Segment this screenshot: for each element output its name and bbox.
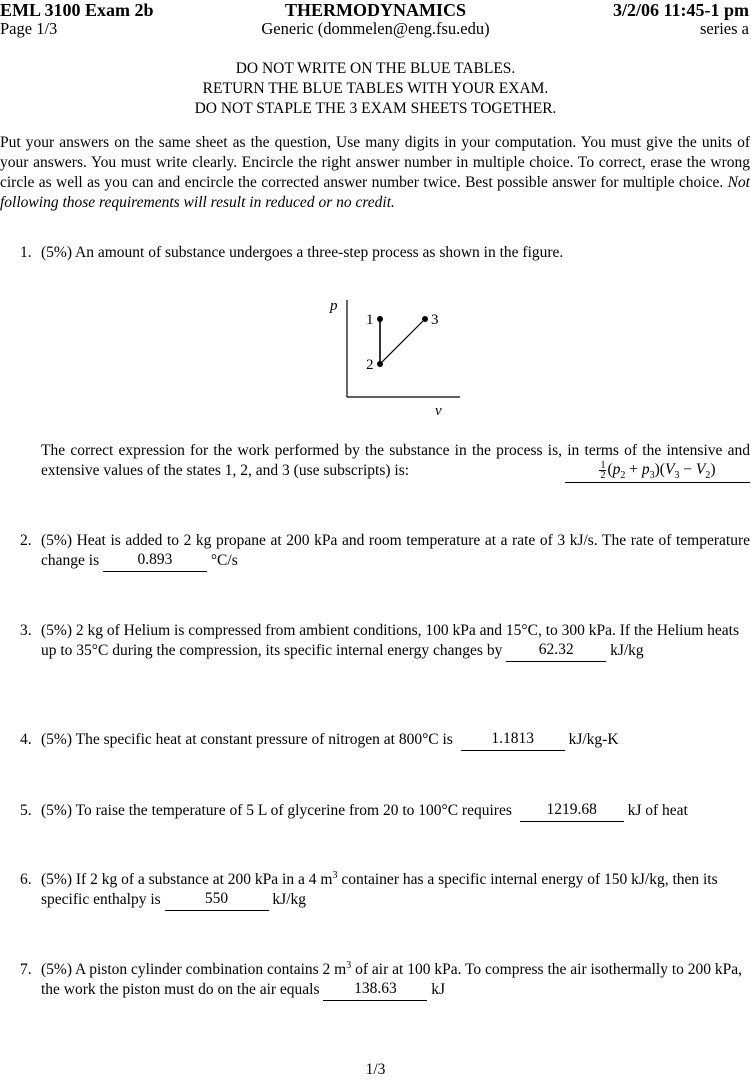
question-text: 2 kg of Helium is compressed from ambient conditions, 100 kPa and 15°C, to 300 kPa. If the Helium heats up to 35°C during the compression, its specific internal energy changes by (41, 622, 739, 659)
question-text: An amount of substance undergoes a three-step process as shown in the figure. (75, 244, 564, 261)
notice-line: DO NOT WRITE ON THE BLUE TABLES. (235, 60, 516, 77)
answer-field-6[interactable]: 550 (165, 890, 269, 911)
question-1 (0, 243, 750, 263)
answer-field-1[interactable]: $\frac{1}{2}$ $(p_2 + p_3)(V_3 - V_2)$ (565, 461, 750, 483)
exam-notice (0, 59, 751, 119)
question-text: If 2 kg of a substance at 200 kPa in a 4 m (75, 871, 333, 888)
answer-field-4[interactable]: 1.1813 (461, 730, 565, 751)
page-footer: 1/3 (365, 1061, 386, 1078)
question-weight: (5%) (41, 622, 72, 639)
question-4 (0, 730, 750, 751)
subject-title: THERMODYNAMICS (284, 0, 466, 20)
state-label-3: 3 (431, 312, 439, 328)
question-number: 5. (20, 802, 32, 819)
question-weight: (5%) (41, 532, 72, 549)
question-text: A piston cylinder combination contains 2 m (75, 961, 347, 978)
state-label-1: 1 (366, 312, 374, 328)
question-weight: (5%) (41, 871, 72, 888)
question-number: 3. (20, 622, 32, 639)
answer-unit: kJ (431, 981, 446, 998)
question-weight: (5%) (41, 802, 72, 819)
state-point-3 (422, 316, 428, 322)
instructions-text: Put your answers on the same sheet as the question, Use many digits in your computation. You must give the units of your answers. You must write clearly. Encircle the right answer number in multiple choice. To correct, erase the wrong circle as well as you can and encircle the corrected answer number twice. Best possible answer for multiple choice. (0, 134, 750, 191)
answer-unit: kJ/kg (272, 891, 306, 908)
process-2-3 (380, 319, 425, 364)
answer-unit: °C/s (210, 552, 238, 569)
superscript: 3 (346, 959, 352, 971)
header-row-2 (0, 19, 751, 39)
question-text: Heat is added to 2 kg propane at 200 kPa and room temperature at a rate of 3 kJ/s. The rate of temperature change is (41, 532, 751, 569)
question-text-cont: of air at 100 kPa. To compress the air isothermally to 200 kPa, the work the piston must do on the air equals (41, 961, 743, 998)
question-6 (0, 870, 750, 911)
question-3 (0, 621, 750, 662)
exam-datetime: 3/2/06 11:45-1 pm (612, 0, 749, 20)
question-number: 2. (20, 532, 32, 549)
answer-field-5[interactable]: 1219.68 (520, 801, 624, 822)
question-weight: (5%) (41, 244, 72, 261)
answer-unit: kJ/kg-K (568, 731, 619, 748)
question-7 (0, 960, 750, 1001)
question-number: 6. (20, 871, 32, 888)
question-1-part-b (0, 441, 750, 483)
state-point-1 (377, 316, 383, 322)
question-number: 7. (20, 961, 32, 978)
question-text-cont: container has a specific internal energy of 150 kJ/kg, then its specific enthalpy is (41, 871, 718, 908)
state-label-2: 2 (366, 357, 374, 373)
pv-diagram (320, 290, 470, 425)
x-axis-label: v (435, 403, 442, 419)
answer-field-2[interactable]: 0.893 (103, 551, 207, 572)
fraction-half: $\frac{1}{2}$ (600, 460, 606, 481)
question-text: The specific heat at constant pressure of nitrogen at 800°C is (75, 731, 453, 748)
question-2 (0, 531, 750, 572)
notice-line: DO NOT STAPLE THE 3 EXAM SHEETS TOGETHER. (194, 100, 557, 117)
superscript: 3 (332, 869, 338, 881)
question-5 (0, 801, 750, 822)
answer-unit: kJ of heat (627, 802, 688, 819)
series-label: series a (699, 19, 749, 38)
y-axis-label: p (330, 298, 338, 314)
course-title: EML 3100 Exam 2b (0, 0, 154, 20)
answer-field-3[interactable]: 62.32 (506, 641, 606, 662)
instructions-warning: Not following those requirements will result in reduced or no credit. (0, 174, 750, 211)
notice-line: RETURN THE BLUE TABLES WITH YOUR EXAM. (202, 80, 549, 97)
answer-field-7[interactable]: 138.63 (323, 980, 427, 1001)
question-text: The correct expression for the work performed by the substance in the process is, in terms of the intensive and extensive values of the states 1, 2, and 3 (use subscripts) is: (41, 442, 750, 479)
author-line: Generic (dommelen@eng.fsu.edu) (261, 19, 490, 38)
instructions (0, 133, 750, 213)
question-weight: (5%) (41, 961, 72, 978)
question-number: 4. (20, 731, 32, 748)
page-indicator: Page 1/3 (0, 19, 58, 38)
question-weight: (5%) (41, 731, 72, 748)
question-number: 1. (20, 244, 32, 261)
question-text: To raise the temperature of 5 L of glycerine from 20 to 100°C requires (75, 802, 512, 819)
state-point-2 (377, 361, 383, 367)
header-row-1 (0, 0, 751, 20)
answer-unit: kJ/kg (610, 642, 644, 659)
